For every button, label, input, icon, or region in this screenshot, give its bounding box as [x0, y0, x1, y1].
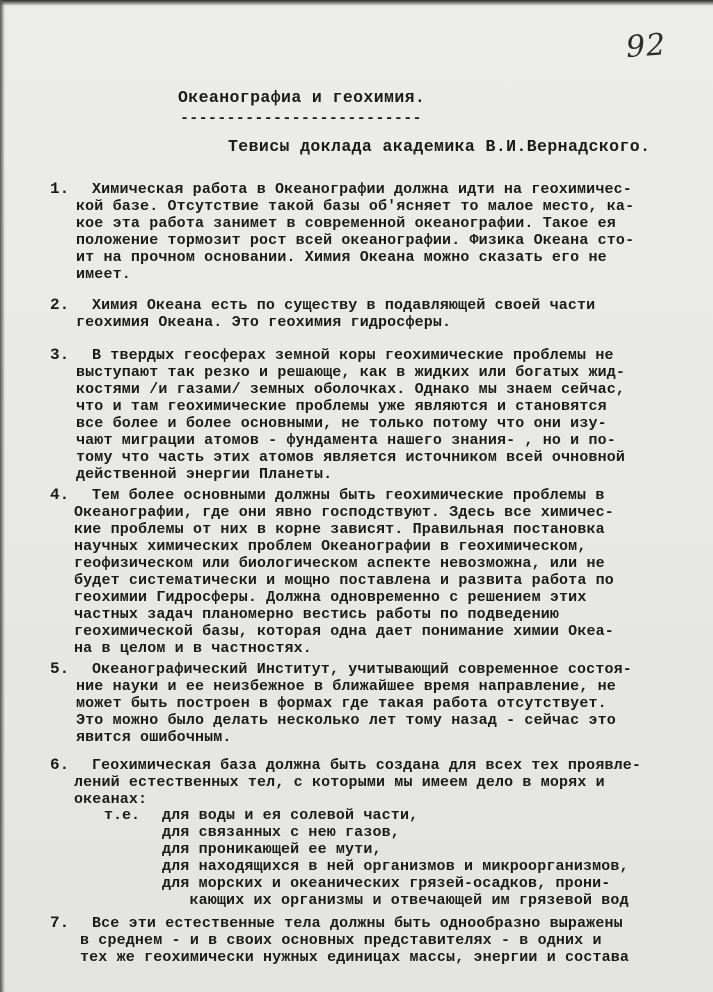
scan-edge-left — [0, 0, 5, 992]
item-number: 2. — [50, 296, 70, 314]
item-number: 1. — [50, 180, 70, 198]
item-line: В твердых геосферах земной коры геохимические проблемы не — [92, 347, 614, 364]
item-line: лений естественных тел, с которыми мы имеем дело в морях и — [74, 774, 605, 791]
item-line: научных химических проблем Океанографии в геохимическом, — [74, 538, 587, 555]
item-line: тех же геохимически нужных единицах массы, энергии и состава — [80, 949, 630, 966]
item-number: 3. — [50, 346, 70, 364]
scan-edge-top — [0, 0, 713, 6]
item-line: имеет. — [76, 266, 131, 283]
item-line: Океанографии, где они явно господствуют. Здесь все химичес- — [74, 504, 614, 521]
document-title: Океанографиа и геохимия. — [178, 88, 426, 107]
title-underline: -------------------------- — [180, 110, 422, 127]
item-number: 6. — [50, 756, 70, 774]
item-line: ние науки и ее неизбежное в ближайшее время направление, не — [76, 678, 616, 695]
item-line: Все эти естественные тела должны быть однообразно выражены — [92, 915, 623, 932]
list-item: для воды и ея солевой части, — [162, 807, 419, 824]
list-item: для проникающей ее мути, — [162, 841, 382, 858]
item-line: частных задач планомерно вестись работы по подведению — [74, 606, 560, 623]
item-line: геохимической базы, которая одна дает понимание химии Океа- — [74, 623, 614, 640]
item-line: геохимии Гидросферы. Должна одновременно с решением этих — [74, 589, 587, 606]
item-line: Океанографический Институт, учитывающий современное состоя- — [92, 661, 632, 678]
item-line: Это можно было делать несколько лет тому назад - сейчас это — [76, 712, 616, 729]
item-line: в среднем - и в своих основных представителях - в одних и — [80, 932, 602, 949]
item-number: 4. — [50, 486, 70, 504]
list-item: для находящихся в ней организмов и микроорганизмов, — [162, 858, 629, 875]
item-line: может быть построен в формах где такая работа отсутствует. — [76, 695, 607, 712]
item-line: будет систематически и мощно поставлена и развита работа по — [74, 572, 614, 589]
item-line: кой базе. Отсутствие такой базы об'ясняет то малое место, ка- — [76, 198, 635, 215]
list-item: кающих их организмы и отвечающей им грязевой вод — [162, 892, 629, 909]
list-item: для морских и океанических грязей-осадков, прони- — [162, 875, 611, 892]
item-line: кие проблемы от них в корне зависят. Правильная постановка — [74, 521, 605, 538]
item-line: геохимия Океана. Это геохимия гидросферы. — [76, 314, 452, 331]
item-line: тому что часть этих атомов является источником всей очновной — [76, 449, 626, 466]
item-line: на в целом и в частностях. — [74, 640, 312, 657]
page-number: 92 — [624, 27, 668, 66]
item-line: положение тормозит рост всей океанографии. Физика Океана сто- — [76, 232, 635, 249]
item-line: океанах: — [74, 791, 148, 808]
item-line: ит на прочном основании. Химия Океана можно сказать его не — [76, 249, 607, 266]
list-item: для связанных с нею газов, — [162, 824, 400, 841]
item-number: 7. — [50, 914, 70, 932]
item-line: Тем более основными должны быть геохимические проблемы в — [92, 487, 605, 504]
item-line: геофизическом или биологическом аспекте невозможна, или не — [74, 555, 605, 572]
item-line: Химическая работа в Океанографии должна идти на геохимичес- — [92, 181, 632, 198]
item-line: что и там геохимические проблемы уже являются и становятся — [76, 398, 607, 415]
item-line: костями /и газами/ земных оболочках. Однако мы знаем сейчас, — [76, 381, 626, 398]
item-line: чают миграции атомов - фундамента нашего знания- , но и по- — [76, 432, 616, 449]
item-line: кое эта работа занимет в современной океанографии. Такое ея — [76, 215, 616, 232]
item-line: все более и более основными, не только потому что они изу- — [76, 415, 607, 432]
item-number: 5. — [50, 660, 70, 678]
item-line: Химия Океана есть по существу в подавляющей своей части — [92, 297, 596, 314]
item-line: Геохимическая база должна быть создана для всех тех проявле- — [92, 757, 642, 774]
list-intro-label: т.е. — [104, 807, 141, 824]
item-line: выступают так резко и решающе, как в жидких или богатых жид- — [76, 364, 626, 381]
item-line: действенной энергии Планеты. — [76, 466, 333, 483]
document-subtitle: Тевисы доклада академика В.И.Вернадского. — [228, 137, 651, 156]
item-line: явится ошибочным. — [76, 729, 232, 746]
